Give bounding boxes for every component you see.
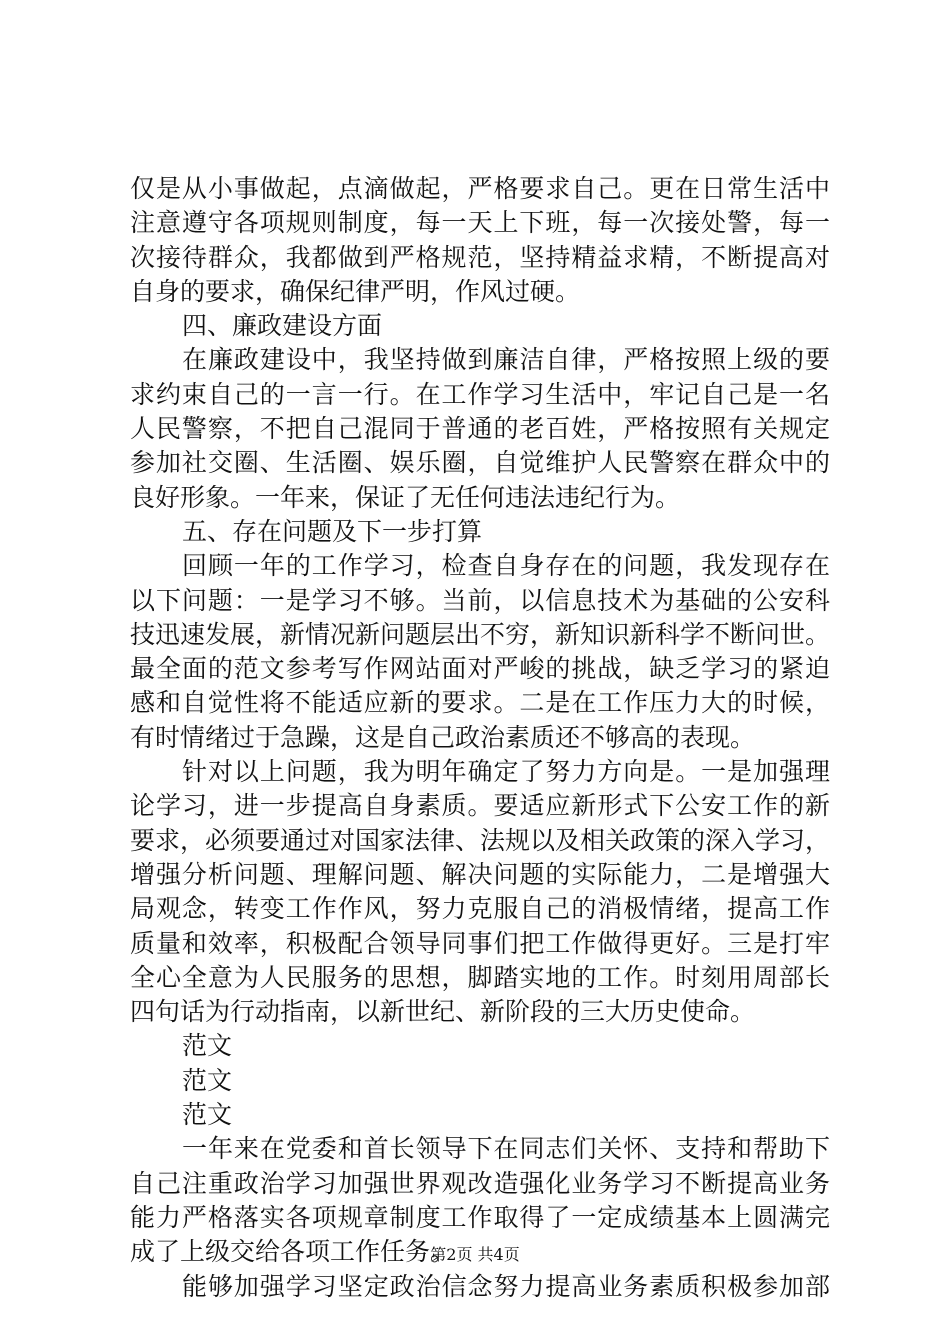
text-line: 在廉政建设中，我坚持做到廉洁自律，严格按照上级的要: [182, 345, 830, 375]
text-line: 能够加强学习坚定政治信念努力提高业务素质积极参加部: [182, 1271, 830, 1301]
text-line: 求约束自己的一言一行。在工作学习生活中，牢记自己是一名: [130, 379, 830, 409]
text-line: 一年来在党委和首长领导下在同志们关怀、支持和帮助下: [182, 1134, 830, 1164]
page-footer: 第2页 共4页: [430, 1245, 520, 1264]
text-line: 成了上级交给各项工作任务。: [130, 1237, 456, 1267]
text-line: 有时情绪过于急躁，这是自己政治素质还不够高的表现。: [130, 722, 756, 752]
text-line: 自己注重政治学习加强世界观改造强化业务学习不断提高业务: [130, 1168, 830, 1198]
text-line: 感和自觉性将不能适应新的要求。二是在工作压力大的时候，: [130, 688, 830, 718]
text-line: 能力严格落实各项规章制度工作取得了一定成绩基本上圆满完: [130, 1202, 830, 1232]
text-line: 注意遵守各项规则制度，每一天上下班，每一次接处警，每一: [130, 208, 830, 238]
text-line: 自身的要求，确保纪律严明，作风过硬。: [130, 276, 581, 306]
text-line: 良好形象。一年来，保证了无任何违法违纪行为。: [130, 482, 681, 512]
text-line: 四、廉政建设方面: [182, 311, 383, 341]
text-line: 最全面的范文参考写作网站面对严峻的挑战，缺乏学习的紧迫: [130, 654, 830, 684]
text-line: 论学习，进一步提高自身素质。要适应新形式下公安工作的新: [130, 791, 830, 821]
text-line: 仅是从小事做起，点滴做起，严格要求自己。更在日常生活中: [130, 174, 830, 203]
text-line: 回顾一年的工作学习，检查自身存在的问题，我发现存在: [182, 551, 830, 581]
text-line: 五、存在问题及下一步打算: [182, 516, 483, 546]
text-line: 人民警察，不把自己混同于普通的老百姓，严格按照有关规定: [130, 414, 830, 444]
text-line: 参加社交圈、生活圈、娱乐圈，自觉维护人民警察在群众中的: [130, 448, 830, 478]
text-line: 范文: [182, 1065, 233, 1095]
text-line: 质量和效率，积极配合领导同事们把工作做得更好。三是打牢: [130, 928, 830, 958]
text-line: 局观念，转变工作作风，努力克服自己的消极情绪，提高工作: [130, 894, 830, 924]
body-text: [130, 172, 830, 1304]
text-line: 技迅速发展，新情况新问题层出不穷，新知识新科学不断问世。: [130, 619, 831, 649]
text-line: 次接待群众，我都做到严格规范，坚持精益求精，不断提高对: [130, 242, 830, 272]
text-line: 全心全意为人民服务的思想，脚踏实地的工作。时刻用周部长: [130, 962, 830, 992]
text-line: 范文: [182, 1031, 233, 1061]
text-line: 增强分析问题、理解问题、解决问题的实际能力，二是增强大: [130, 859, 830, 889]
text-line: 以下问题：一是学习不够。当前，以信息技术为基础的公安科: [130, 585, 830, 615]
text-line: 四句话为行动指南，以新世纪、新阶段的三大历史使命。: [130, 997, 756, 1027]
text-line: 范文: [182, 1100, 233, 1130]
text-line: 要求，必须要通过对国家法律、法规以及相关政策的深入学习，: [130, 825, 831, 855]
text-line: 针对以上问题，我为明年确定了努力方向是。一是加强理: [182, 757, 830, 787]
